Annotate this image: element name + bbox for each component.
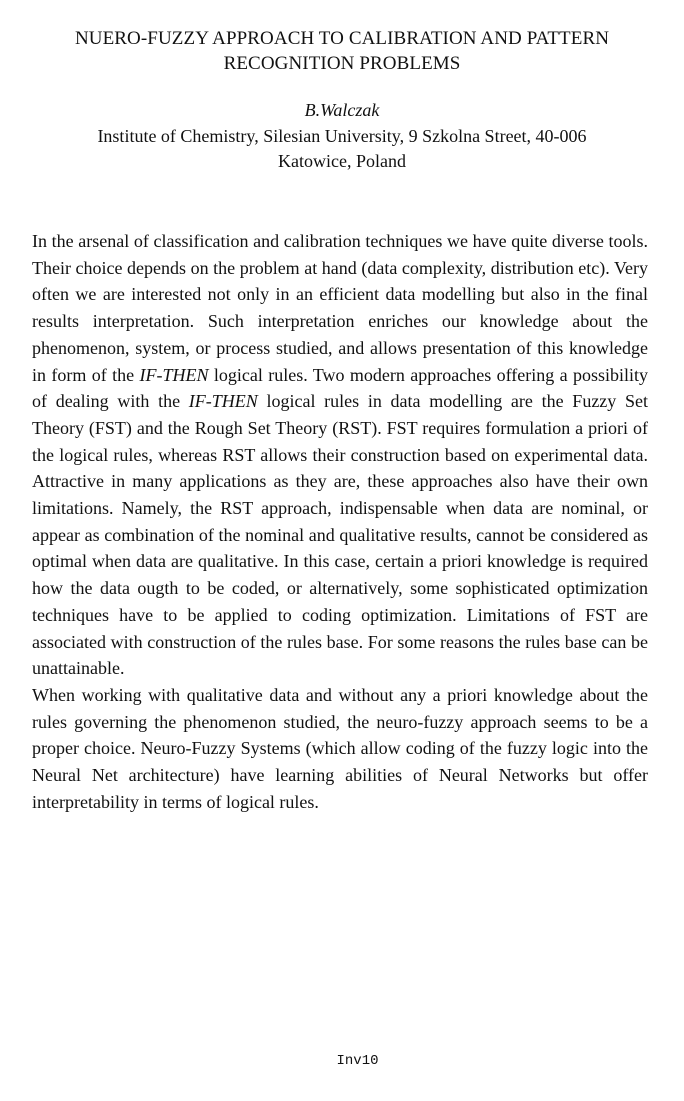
if-then-term-2: IF-THEN (188, 391, 258, 412)
author-name: B.Walczak (304, 100, 380, 120)
paper-title (20, 26, 664, 76)
affiliation-line-2: Katowice, Poland (278, 151, 406, 171)
paper-title-line-2: RECOGNITION PROBLEMS (223, 53, 461, 74)
abstract-paragraph-1 (32, 228, 648, 682)
paper-title-line-1: NUERO-FUZZY APPROACH TO CALIBRATION AND PATTERN (74, 28, 610, 49)
paragraph-1-text-c: logical rules in data modelling are the Fuzzy Set Theory (FST) and the Rough Set Theory (RST). FST requires formulation a priori of the logical rules, whereas RST allows their construction based on experimental data. Attractive in many applications as they are, these approaches also have their own limitations. Namely, the RST approach, indispensable when data are nominal, or appear as combination of the nominal and qualitative results, cannot be considered as optimal when data are qualitative. In this case, certain a priori knowledge is required how the data ougth to be coded, or alternatively, some sophisticated optimization techniques have to be applied to coding optimization. Limitations of FST are associated with construction of the rules base. For some reasons the rules base can be unattainable. (32, 391, 648, 679)
abstract-body (32, 228, 648, 815)
affiliation-line-1: Institute of Chemistry, Silesian University, 9 Szkolna Street, 40-006 (97, 126, 587, 146)
author-affiliation (20, 124, 664, 174)
abstract-paragraph-2: When working with qualitative data and without any a priori knowledge about the rules governing the phenomenon studied, the neuro-fuzzy approach seems to be a proper choice. Neuro-Fuzzy Systems (which allow coding of the fuzzy logic into the Neural Net architecture) have learning abilities of Neural Networks but offer interpretability in terms of logical rules. (32, 684, 648, 812)
paragraph-1-text-a: In the arsenal of classification and calibration techniques we have quite diverse tools. Their choice depends on the problem at hand (data complexity, distribution etc). Very often we are interested not only in an efficient data modelling but also in the final results interpretation. Such interpretation enriches our knowledge about the phenomenon, system, or process studied, and allows presentation of this knowledge in form of the (32, 231, 648, 385)
paragraph-1-text-b: logical rules. Two modern approaches offering a possibility of dealing with the (32, 364, 648, 412)
if-then-term-1: IF-THEN (139, 364, 209, 385)
page-number: Inv10 (336, 1053, 379, 1069)
